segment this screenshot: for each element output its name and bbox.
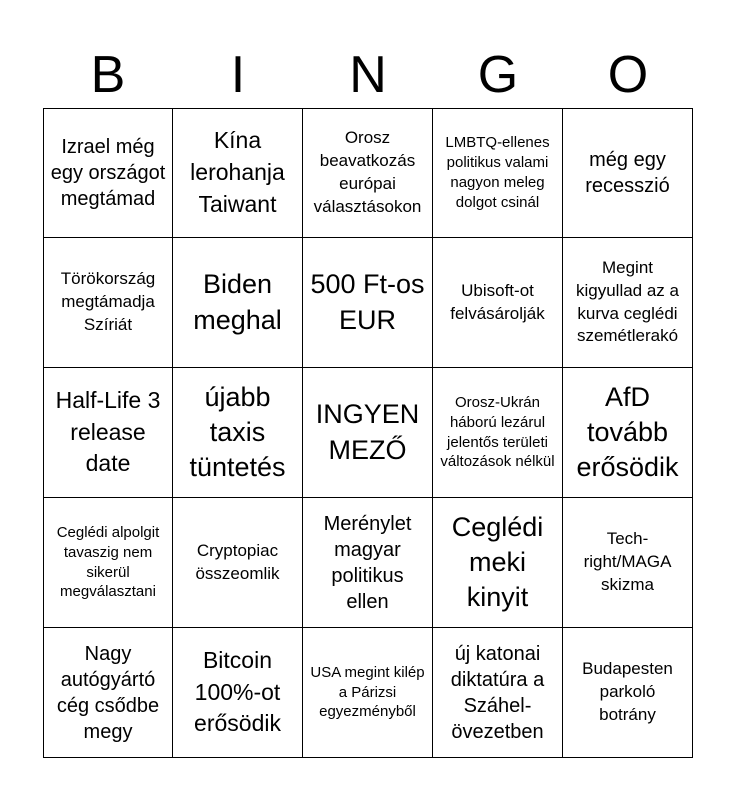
bingo-cell[interactable] [563, 238, 693, 368]
cell-text: 500 Ft-os EUR [310, 269, 425, 335]
cell-text: Orosz beavatkozás európai választásokon [313, 128, 422, 216]
bingo-cell[interactable] [433, 368, 563, 498]
bingo-cell[interactable] [43, 108, 173, 238]
cell-text: Budapesten parkoló botrány [582, 659, 673, 724]
header-letter-g: G [477, 46, 519, 104]
cell-text: Kína lerohanja Taiwant [190, 127, 285, 217]
bingo-cell[interactable] [173, 108, 303, 238]
bingo-cell[interactable] [173, 368, 303, 498]
bingo-board [43, 108, 693, 758]
bingo-cell[interactable] [433, 108, 563, 238]
bingo-cell[interactable] [173, 498, 303, 628]
bingo-cell[interactable] [433, 498, 563, 628]
cell-text: Ubisoft-ot felvásárolják [450, 280, 545, 323]
bingo-cell[interactable] [173, 238, 303, 368]
bingo-cell[interactable] [43, 498, 173, 628]
cell-text: Tech-right/MAGA skizma [583, 529, 672, 594]
cell-text: új katonai diktatúra a Száhel-övezetben [450, 642, 545, 743]
bingo-cell[interactable] [563, 108, 693, 238]
cell-text: Ceglédi meki kinyit [451, 511, 544, 613]
cell-text: Nagy autógyártó cég csődbe megy [56, 642, 160, 743]
header-letter-i: I [230, 46, 246, 104]
cell-text: Megint kigyullad az a kurva ceglédi szemétlerakó [575, 257, 679, 346]
cell-text: Merénylet magyar politikus ellen [323, 512, 412, 613]
bingo-cell[interactable] [303, 498, 433, 628]
cell-text: Half-Life 3 release date [55, 386, 161, 477]
bingo-header [43, 42, 693, 108]
cell-text: AfD tovább erősödik [576, 381, 679, 483]
bingo-cell[interactable] [433, 238, 563, 368]
bingo-cell[interactable] [43, 368, 173, 498]
header-letter-o: O [607, 46, 649, 104]
bingo-cell[interactable] [303, 108, 433, 238]
cell-text: még egy recesszió [585, 149, 670, 197]
free-space-cell[interactable] [303, 368, 433, 498]
cell-text: Ceglédi alpolgit tavaszig nem sikerül megválasztani [56, 523, 160, 601]
bingo-cell[interactable] [563, 368, 693, 498]
header-letter-b: B [90, 46, 126, 104]
cell-text: Törökország megtámadja Szíriát [60, 269, 156, 334]
cell-text: Bitcoin 100%-ot erősödik [194, 646, 281, 737]
cell-text: Orosz-Ukrán háború lezárul jelentős területi változások nélkül [440, 393, 555, 471]
bingo-cell[interactable] [43, 628, 173, 758]
cell-text: USA megint kilép a Párizsi egyezményből [310, 663, 425, 721]
bingo-cell[interactable] [303, 628, 433, 758]
bingo-cell[interactable] [433, 628, 563, 758]
free-space-text: INGYEN MEZŐ [315, 399, 420, 465]
cell-text: Izrael még egy országot megtámad [50, 136, 166, 210]
bingo-cell[interactable] [173, 628, 303, 758]
cell-text: LMBTQ-ellenes politikus valami nagyon meleg dolgot csinál [445, 134, 550, 211]
bingo-cell[interactable] [43, 238, 173, 368]
bingo-cell[interactable] [563, 498, 693, 628]
bingo-cell[interactable] [563, 628, 693, 758]
cell-text: Cryptopiac összeomlik [195, 540, 280, 583]
cell-text: Biden meghal [193, 269, 282, 335]
cell-text: újabb taxis tüntetés [189, 381, 286, 483]
bingo-cell[interactable] [303, 238, 433, 368]
header-letter-n: N [349, 46, 387, 104]
